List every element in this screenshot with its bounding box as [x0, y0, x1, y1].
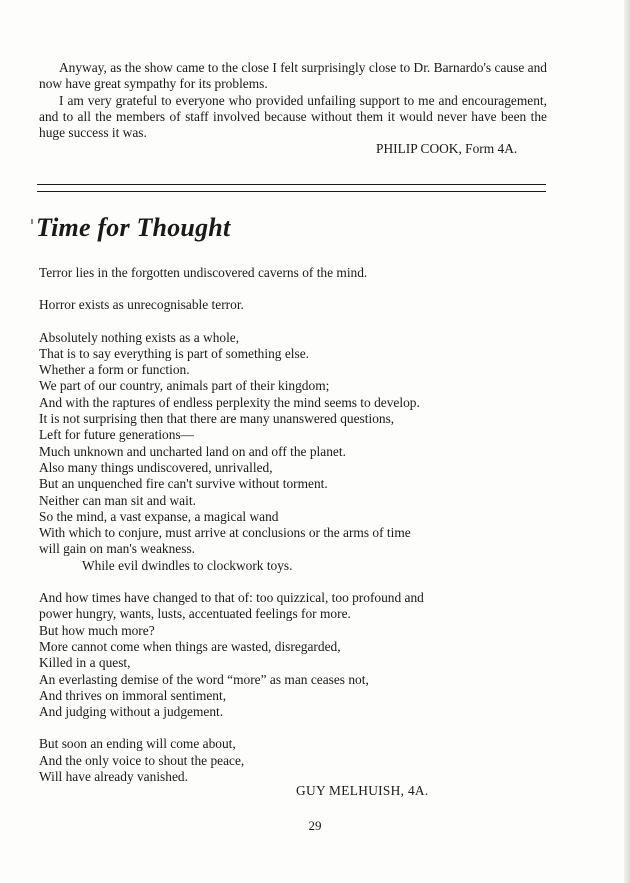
poem-stanza: [39, 297, 579, 313]
page-number: 29: [308, 818, 322, 833]
poem-line: That is to say everything is part of something else.: [39, 345, 309, 361]
poem-line: And how times have changed to that of: too quizzical, too profound and: [39, 590, 424, 606]
poem-line: More cannot come when things are wasted, disregarded,: [39, 638, 341, 654]
poem-line: Neither can man sit and wait.: [39, 492, 196, 508]
article-signature: PHILIP COOK, Form 4A.: [376, 141, 518, 156]
poem-body: [39, 265, 579, 801]
poem-line: But how much more?: [39, 622, 155, 638]
poem-line: And with the raptures of endless perplexity the mind seems to develop.: [39, 394, 420, 410]
poem-line: And judging without a judgement.: [39, 704, 224, 720]
poem-line: And the only voice to shout the peace,: [39, 752, 245, 768]
poem-signature: GUY MELHUISH, 4A.: [296, 783, 429, 798]
poem-line: An everlasting demise of the word “more” as man ceases not,: [39, 671, 369, 687]
poem-line: But an unquenched fire can't survive without torment.: [39, 476, 328, 492]
poem-line: Whether a form or function.: [39, 362, 190, 378]
print-mark: [31, 219, 33, 224]
article-excerpt: [39, 60, 547, 141]
poem-line: We part of our country, animals part of their kingdom;: [39, 378, 330, 394]
divider-top: [37, 184, 546, 185]
poem-line: But soon an ending will come about,: [39, 736, 236, 752]
article-paragraph: I am very grateful to everyone who provided unfailing support to me and encouragement, and to all the members of staff involved because without them it would never have been the huge success it was.: [39, 92, 547, 141]
poem-line: And thrives on immoral sentiment,: [39, 687, 227, 703]
poem-line: So the mind, a vast expanse, a magical wand: [39, 508, 279, 524]
poem-stanza: [39, 265, 579, 281]
page-edge-shadow: [624, 0, 630, 883]
poem-line: power hungry, wants, lusts, accentuated feelings for more.: [39, 606, 351, 622]
poem-line: It is not surprising then that there are many unanswered questions,: [39, 411, 395, 427]
poem-line: With which to conjure, must arrive at conclusions or the arms of time: [39, 525, 411, 541]
poem-line: Absolutely nothing exists as a whole,: [39, 329, 240, 345]
poem-line: Also many things undiscovered, unrivalled,: [39, 459, 273, 475]
divider-bottom: [37, 191, 546, 192]
poem-line: Much unknown and uncharted land on and off the planet.: [39, 443, 346, 459]
article-paragraph: Anyway, as the show came to the close I felt surprisingly close to Dr. Barnardo's cause and now have great sympathy for its problems.: [39, 60, 547, 92]
poem-line: Terror lies in the forgotten undiscovered caverns of the mind.: [39, 265, 368, 280]
poem-line: Will have already vanished.: [39, 769, 188, 785]
poem-stanza: [39, 590, 579, 720]
poem-line: Killed in a quest,: [39, 655, 131, 671]
poem-line: Left for future generations—: [39, 427, 195, 443]
poem-line: While evil dwindles to clockwork toys.: [82, 557, 293, 573]
poem-stanza: [39, 330, 579, 574]
poem-line: Horror exists as unrecognisable terror.: [39, 297, 244, 313]
poem-stanza: [39, 736, 579, 785]
poem-line: will gain on man's weakness.: [39, 541, 196, 557]
poem-title: Time for Thought: [36, 213, 231, 242]
